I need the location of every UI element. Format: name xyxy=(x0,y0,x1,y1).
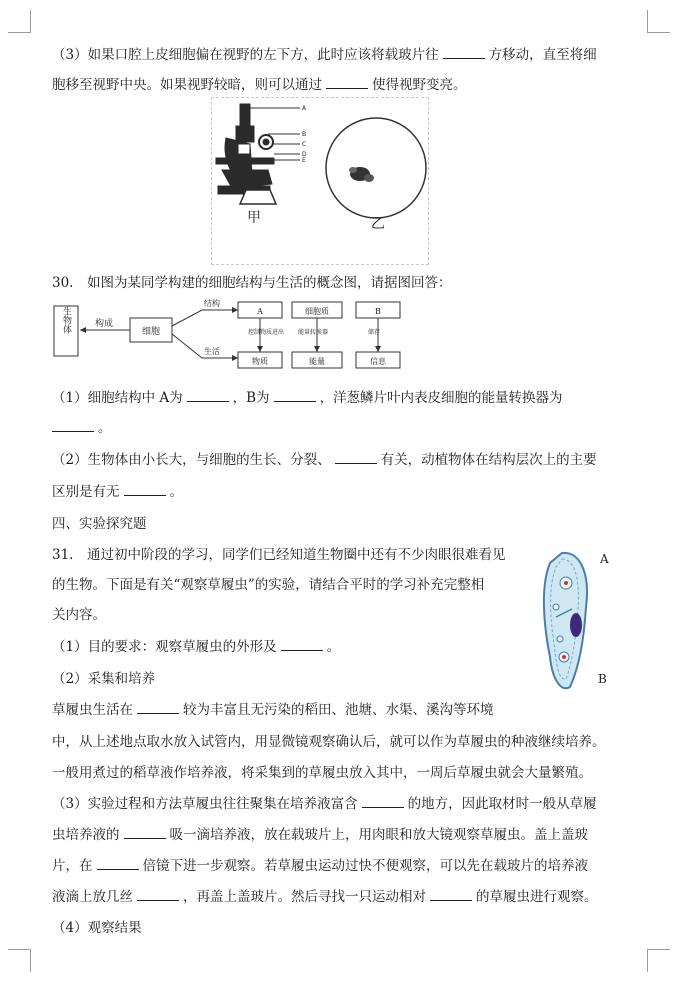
q30-part2-cont: 区别是有无 。 xyxy=(52,484,183,500)
box-a-label: A xyxy=(257,307,263,316)
box-info-label: 信息 xyxy=(370,357,386,366)
answer-blank[interactable] xyxy=(362,794,404,808)
section-title: 四、实验探究题 xyxy=(52,516,147,532)
answer-blank[interactable] xyxy=(137,887,179,901)
q30-part1-cont: 。 xyxy=(52,416,112,436)
structure-label: 结构 xyxy=(204,299,220,308)
label-b: B xyxy=(302,131,307,138)
label-c: C xyxy=(302,141,307,148)
q31-line10: 虫培养液的 吸一滴培养液，放在载玻片上，用肉眼和放大镜观察草履虫。盖上盖玻 xyxy=(52,827,588,843)
box-cytoplasm-label: 细胞质 xyxy=(305,307,329,316)
answer-blank[interactable] xyxy=(335,450,377,464)
label-a: A xyxy=(600,552,609,566)
q31-part4: （4）观察结果 xyxy=(52,920,142,936)
answer-blank[interactable] xyxy=(281,637,323,651)
paramecium-figure xyxy=(526,547,622,695)
q31-part2: （2）采集和培养 xyxy=(52,671,156,687)
q31-line11: 片，在 倍镜下进一步观察。若草履虫运动过快不便观察，可以先在载玻片的培养液 xyxy=(52,858,588,874)
label-e: E xyxy=(302,157,306,164)
q31-line6: 草履虫生活在 较为丰富且无污染的稻田、池塘、水渠、溪沟等环境 xyxy=(52,702,494,718)
label-b: B xyxy=(598,672,607,686)
q30-stem: 30. 如图为某同学构建的细胞结构与生活的概念图，请据图回答： xyxy=(52,275,452,291)
answer-blank[interactable] xyxy=(52,418,94,432)
compose-label: 构成 xyxy=(94,319,114,329)
concept-map-svg xyxy=(52,296,420,374)
caption-yi: 乙 xyxy=(371,216,385,232)
q31-line8: 一般用煮过的稻草液作培养液，将采集到的草履虫放入其中，一周后草履虫就会大量繁殖。 xyxy=(52,765,592,781)
control-label: 控制物质进出 xyxy=(248,329,285,336)
answer-blank[interactable] xyxy=(187,388,229,402)
crop-mark-bottom-right xyxy=(647,949,670,972)
nucleus xyxy=(570,613,582,637)
crop-mark-bottom-left xyxy=(8,949,31,972)
microscope-illustration xyxy=(216,104,276,204)
answer-blank[interactable] xyxy=(326,75,368,89)
paramecium-svg xyxy=(526,547,622,695)
storage-label: 储存 xyxy=(368,329,381,336)
answer-blank[interactable] xyxy=(124,482,166,496)
answer-blank[interactable] xyxy=(124,825,166,839)
answer-blank[interactable] xyxy=(443,45,485,59)
q29-line2: 胞移至视野中央。如果视野较暗，则可以通过 使得视野变亮。 xyxy=(52,77,467,93)
q31-line2: 的生物。下面是有关“观察草履虫”的实验，请结合平时的学习补充完整相 xyxy=(52,577,485,593)
q31-line3: 关内容。 xyxy=(52,607,106,623)
organism-label: 生物体 xyxy=(61,306,71,334)
box-matter-label: 物质 xyxy=(252,357,268,366)
energy-converter-label: 能量转换器 xyxy=(298,329,329,336)
label-a: A xyxy=(302,105,307,112)
microscope-figure-svg xyxy=(212,98,428,264)
box-energy-label: 能量 xyxy=(309,357,325,366)
answer-blank[interactable] xyxy=(274,388,316,402)
pointer-lines xyxy=(250,108,300,160)
crop-mark-top-left xyxy=(8,10,31,33)
answer-blank[interactable] xyxy=(430,887,472,901)
concept-map xyxy=(52,296,420,374)
caption-jia: 甲 xyxy=(247,210,261,226)
q31-line9: （3）实验过程和方法草履虫往往聚集在培养液富含 的地方，因此取材时一般从草履 xyxy=(52,796,597,812)
q31-part1: （1）目的要求：观察草履虫的外形及 。 xyxy=(52,639,341,655)
pointer-labels xyxy=(302,105,307,164)
q31-line12: 液滴上放几丝 ，再盖上盖玻片。然后寻找一只运动相对 的草履虫进行观察。 xyxy=(52,889,598,905)
answer-blank[interactable] xyxy=(137,700,179,714)
microscope-figure xyxy=(211,97,429,265)
label-d: D xyxy=(302,151,307,158)
cell-label: 细胞 xyxy=(141,327,161,337)
box-b-label: B xyxy=(375,307,381,316)
field-of-view-circle xyxy=(326,118,426,218)
q30-part2: （2）生物体由小长大，与细胞的生长、分裂、 有关，动植物体在结构层次上的主要 xyxy=(52,452,597,468)
q31-line7: 中，从上述地点取水放入试管内，用显微镜观察确认后，就可以作为草履虫的种液继续培养。 xyxy=(52,734,606,750)
q31-line1: 31. 通过初中阶段的学习，同学们已经知道生物圈中还有不少肉眼很难看见 xyxy=(52,547,506,563)
q29-line1: （3）如果口腔上皮细胞偏在视野的左下方，此时应该将载玻片往 方移动，直至将细 xyxy=(52,47,597,63)
answer-blank[interactable] xyxy=(97,856,139,870)
crop-mark-top-right xyxy=(647,10,670,33)
q30-part1: （1）细胞结构中 A为 ，B为 ，洋葱鳞片叶内表皮细胞的能量转换器为 xyxy=(52,390,563,406)
life-label: 生活 xyxy=(204,347,220,356)
